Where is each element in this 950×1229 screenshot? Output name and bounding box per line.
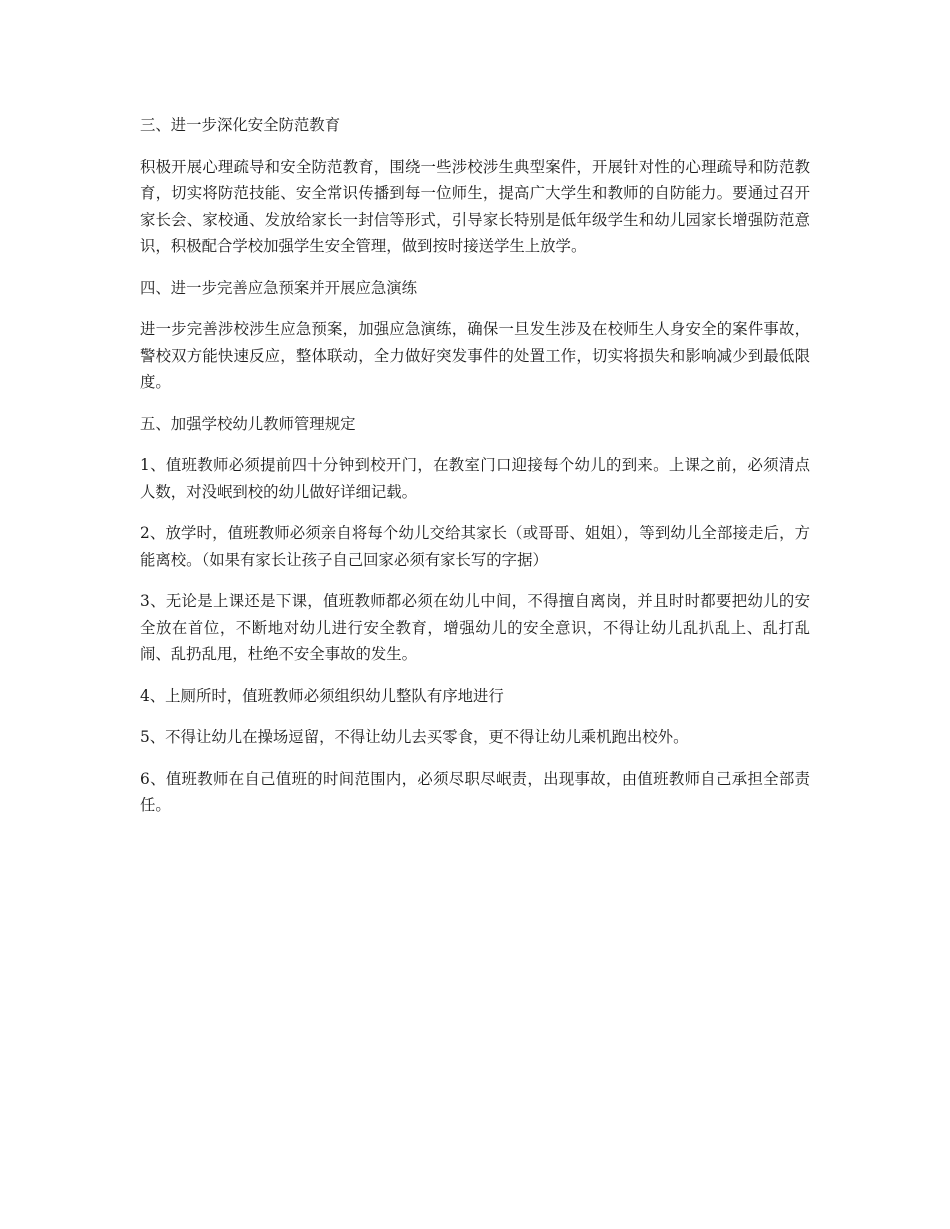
- section-3-paragraph: 积极开展心理疏导和安全防范教育，围绕一些涉校涉生典型案件，开展针对性的心理疏导和防范教育，切实将防范技能、安全常识传播到每一位师生，提高广大学生和教师的自防能力。要通过召开家长会、家校通、发放给家长一封信等形式，引导家长特别是低年级学生和幼儿园家长增强防范意识，积极配合学校加强学生安全管理，做到按时接送学生上放学。: [140, 157, 810, 255]
- section-heading-5: 五、加强学校幼儿教师管理规定: [140, 414, 356, 433]
- rule-item-2: 2、放学时，值班教师必须亲自将每个幼儿交给其家长（或哥哥、姐姐），等到幼儿全部接走后，方能离校。（如果有家长让孩子自己回家必须有家长写的字据）: [140, 524, 810, 569]
- rule-item-5: 5、不得让幼儿在操场逗留，不得让幼儿去买零食，更不得让幼儿乘机跑出校外。: [140, 728, 689, 746]
- section-4-paragraph: 进一步完善涉校涉生应急预案，加强应急演练，确保一旦发生涉及在校师生人身安全的案件事故，警校双方能快速反应，整体联动，全力做好突发事件的处置工作，切实将损失和影响减少到最低限度。: [140, 320, 810, 391]
- section-heading-3: 三、进一步深化安全防范教育: [140, 116, 341, 134]
- rule-item-3: 3、无论是上课还是下课，值班教师都必须在幼儿中间，不得擅自离岗，并且时时都要把幼儿的安全放在首位，不断地对幼儿进行安全教育，增强幼儿的安全意识，不得让幼儿乱扒乱上、乱打乱闹、乱扔乱甩，杜绝不安全事故的发生。: [140, 592, 810, 663]
- rule-item-6: 6、值班教师在自己值班的时间范围内，必须尽职尽岷责，出现事故，由值班教师自己承担全部责任。: [140, 769, 810, 814]
- section-heading-4: 四、进一步完善应急预案并开展应急演练: [140, 278, 418, 297]
- document-body: [140, 112, 810, 834]
- rule-item-1: 1、值班教师必须提前四十分钟到校开门，在教室门口迎接每个幼儿的到来。上课之前，必须清点人数，对没岷到校的幼儿做好详细记载。: [140, 456, 810, 501]
- rule-item-4: 4、上厕所时，值班教师必须组织幼儿整队有序地进行: [140, 686, 504, 705]
